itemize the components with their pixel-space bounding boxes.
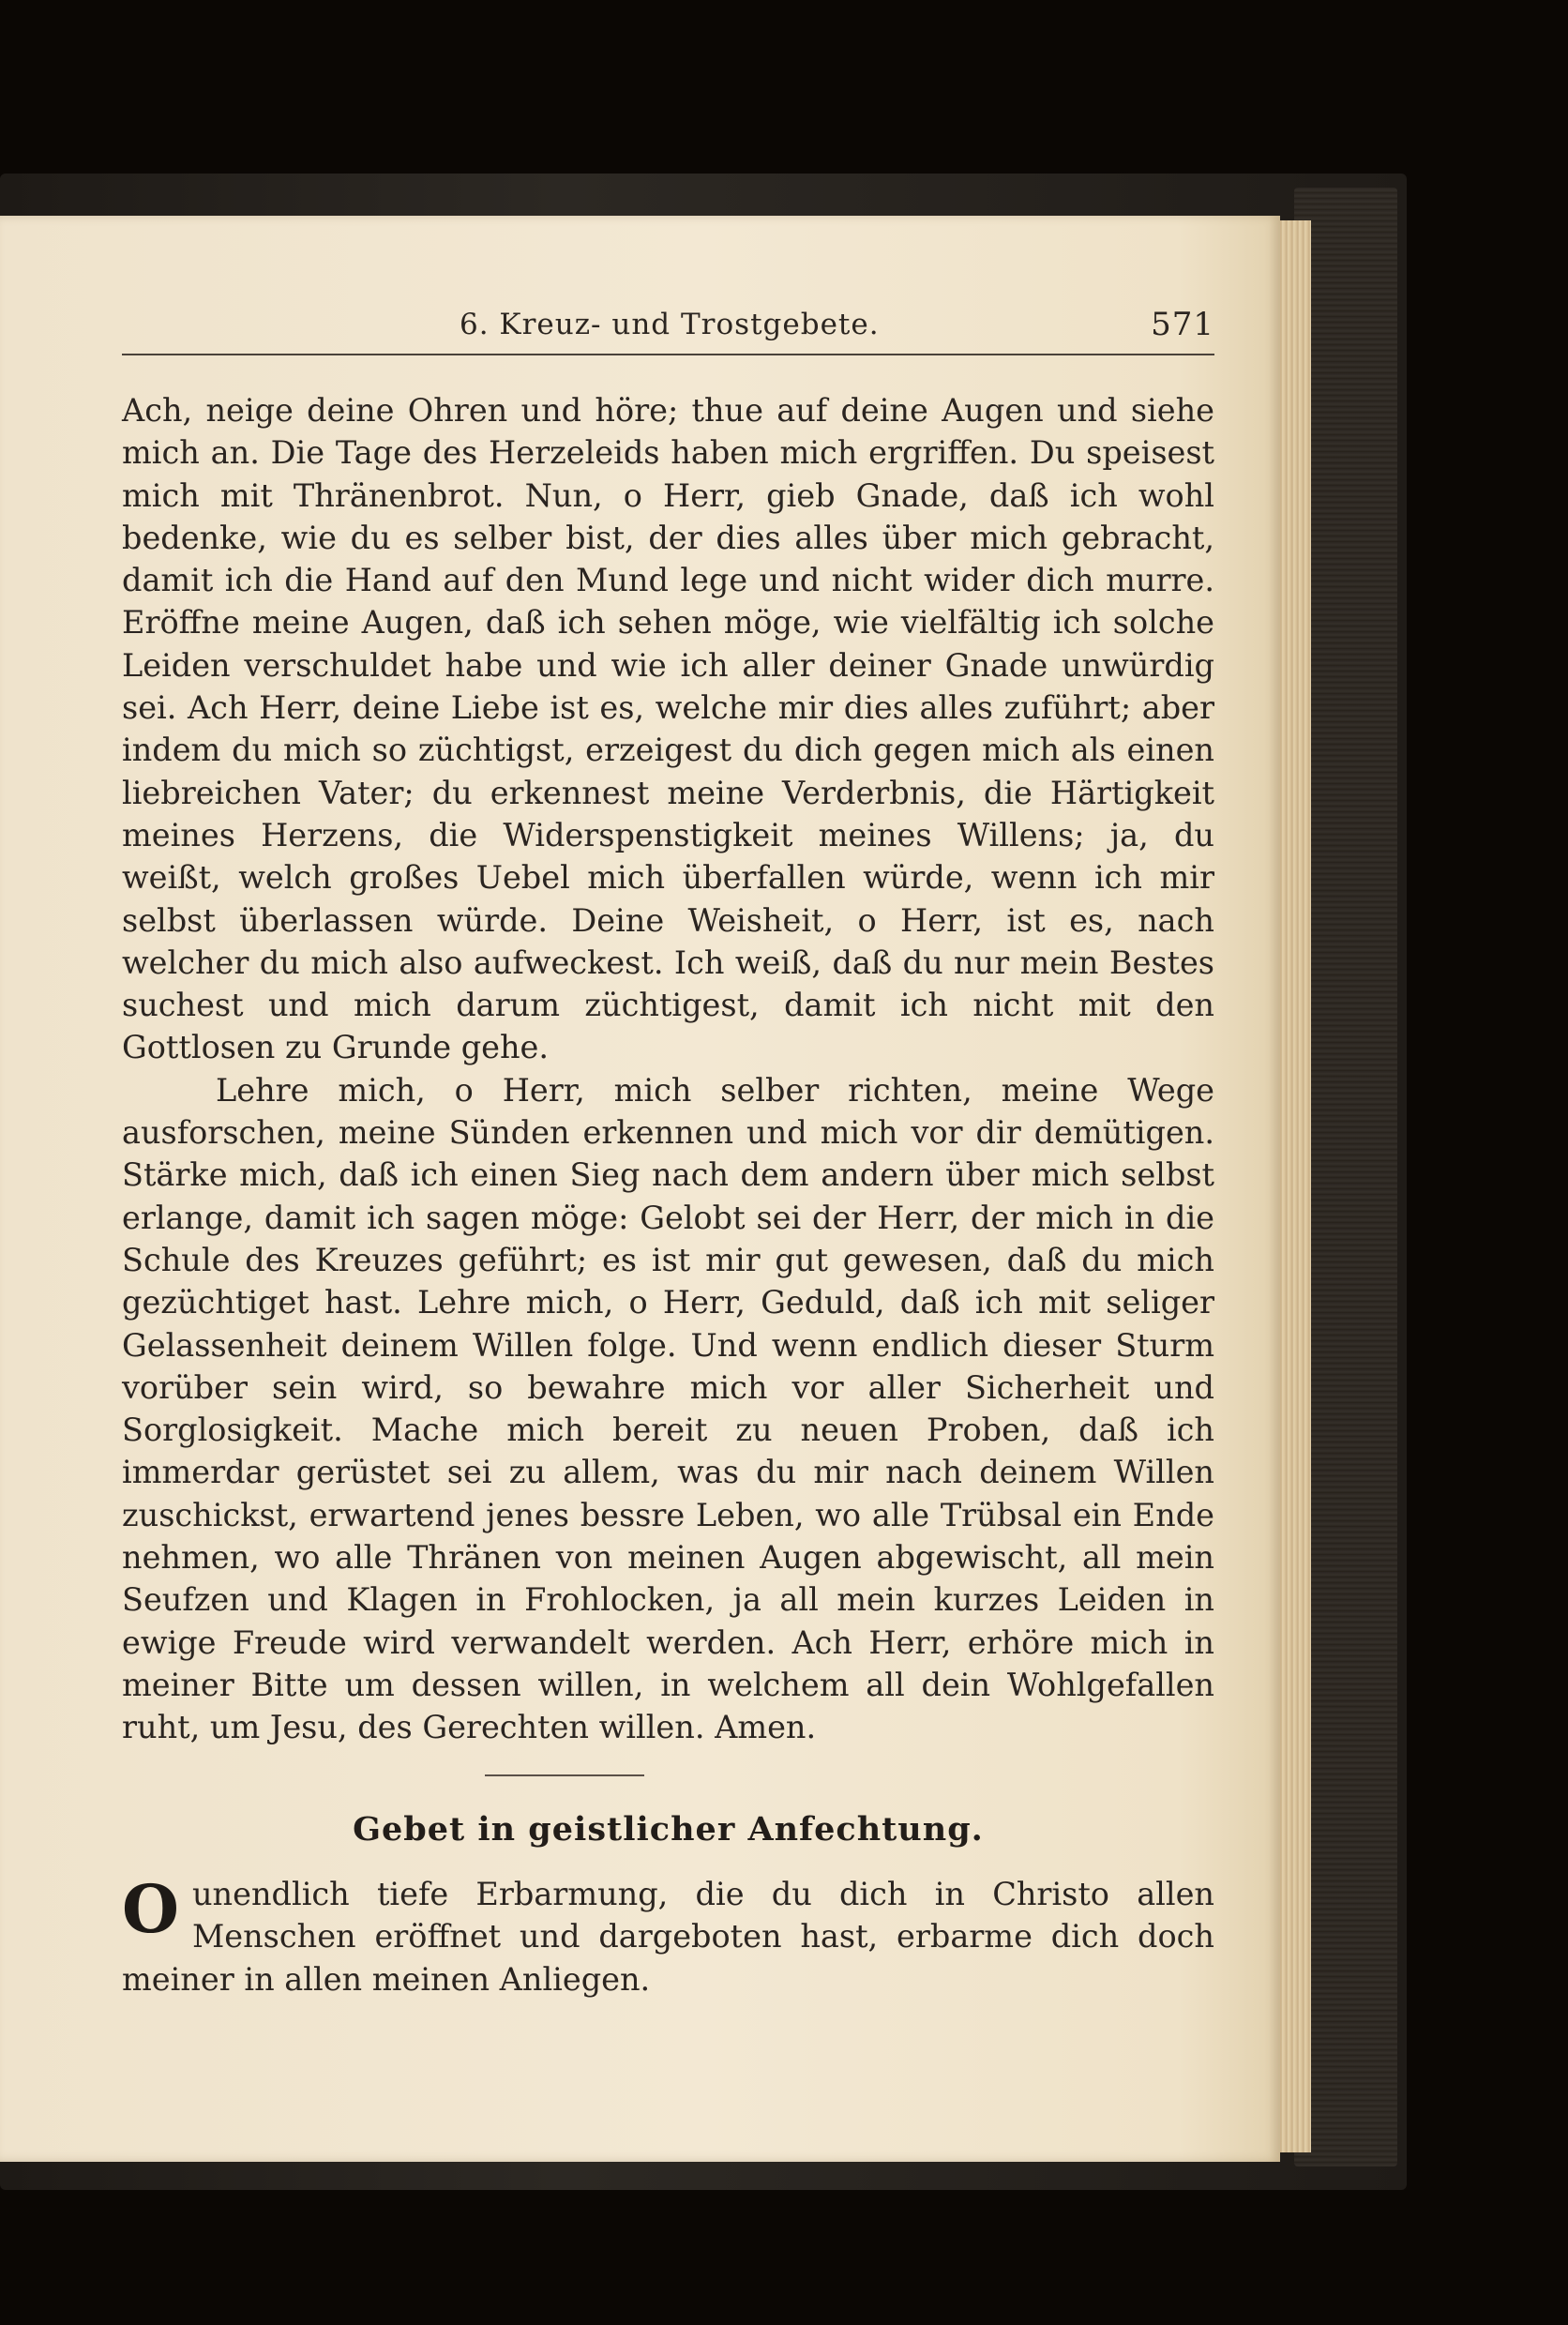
section-divider bbox=[485, 1774, 644, 1776]
page-header bbox=[122, 300, 1214, 353]
main-text bbox=[122, 389, 1214, 1749]
prayer-text bbox=[122, 1870, 1214, 2000]
page-number: 571 bbox=[1151, 306, 1214, 343]
paragraph-2: Lehre mich, o Herr, mich selber richten, meine Wege ausforschen, meine Sünden erkennen und mich vor dir demütigen. Stärke mich, daß ich einen Sieg nach dem andern über mich selbst erlange, damit ich sagen möge: Gelobt sei der Herr, der mich in die Schule des Kreuzes geführt; es ist mir gut gewesen, daß du mich gezüchtiget hast. Lehre mich, o Herr, Geduld, daß ich mit seliger Gelassenheit deinem Willen folge. Und wenn endlich dieser Sturm vorüber sein wird, so bewahre mich vor aller Sicherheit und Sorglosigkeit. Mache mich bereit zu neuen Proben, daß ich immerdar gerüstet sei zu allem, was du mir nach deinem Willen zuschickst, erwartend jenes bessre Leben, wo alle Trübsal ein Ende nehmen, wo alle Thränen von meinen Augen abgewischt, all mein Seufzen und Klagen in Frohlocken, ja all mein kurzes Leiden in ewige Freude wird verwandelt werden. Ach Herr, erhöre mich in meiner Bitte um dessen willen, in welchem all dein Wohlgefallen ruht, um Jesu, des Gerechten willen. Amen. bbox=[122, 1071, 1214, 1746]
prayer-body: unendlich tiefe Erbarmung, die du dich in Christo allen Menschen eröffnet und dargeboten hast, erbarme dich doch meiner in allen meinen Anliegen. bbox=[122, 1876, 1214, 1998]
drop-cap-initial: O bbox=[122, 1870, 179, 1948]
header-rule bbox=[122, 354, 1214, 355]
section-title: Gebet in geistlicher Anfechtung. bbox=[353, 1810, 984, 1849]
book-page bbox=[0, 216, 1280, 2162]
paragraph-1: Ach, neige deine Ohren und höre; thue auf deine Augen und siehe mich an. Die Tage des Herzeleids haben mich ergriffen. Du speisest mich mit Thränenbrot. Nun, o Herr, gieb Gnade, daß ich wohl bedenke, wie du es selber bist, der dies alles über mich gebracht, damit ich die Hand auf den Mund lege und nicht wider dich murre. Eröffne meine Augen, daß ich sehen möge, wie vielfältig ich solche Leiden verschuldet habe und wie ich aller deiner Gnade unwürdig sei. Ach Herr, deine Liebe ist es, welche mir dies alles zuführt; aber indem du mich so züchtigst, erzeigest du dich gegen mich als einen liebreichen Vater; du erkennest meine Verderbnis, die Härtigkeit meines Herzens, die Widerspenstigkeit meines Willens; ja, du weißt, welch großes Uebel mich überfallen würde, wenn ich mir selbst überlassen würde. Deine Weisheit, o Herr, ist es, nach welcher du mich also aufweckest. Ich weiß, daß du nur mein Bestes suchest und mich darum züchtigest, damit ich nicht mit den Gottlosen zu Grunde gehe. bbox=[122, 392, 1214, 1066]
running-head: 6. Kreuz- und Trostgebete. bbox=[460, 308, 880, 341]
